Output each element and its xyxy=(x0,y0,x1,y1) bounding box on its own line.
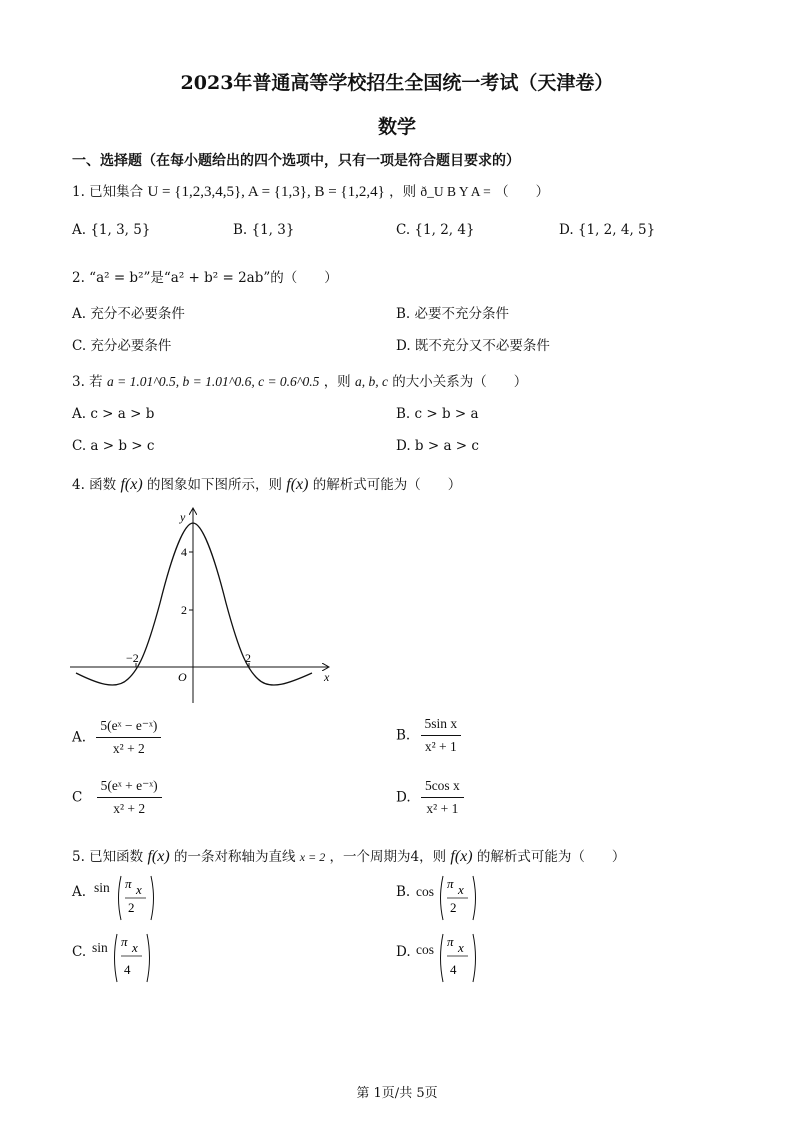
q1-option-c: C. {1, 2, 4} xyxy=(396,222,475,238)
q5-fx-2: f(x) xyxy=(450,848,473,865)
q4-fx-1: f(x) xyxy=(120,476,143,493)
q4-a-numerator: 5(eˣ − e⁻ˣ) xyxy=(96,718,161,738)
q5-c-x: x xyxy=(132,940,138,955)
q5-d-den: 4 xyxy=(450,962,457,977)
q3-suffix: ，则 xyxy=(323,374,351,390)
q4-end: 的解析式可能为（ ） xyxy=(312,477,462,493)
q3-end: 的大小关系为（ ） xyxy=(392,374,528,390)
question-2-stem: 2. “a² = b²”是“a² + b² = 2ab”的（ ） xyxy=(72,270,338,286)
x-tick-label-neg2: −2 xyxy=(126,651,139,665)
q5-a-label: A. xyxy=(72,884,87,900)
q5-d-label: D. xyxy=(396,944,411,960)
q4-d-denominator: x² + 1 xyxy=(426,801,459,816)
q1-expr: ð_U B Y A = xyxy=(420,184,491,199)
q5-a-argument xyxy=(116,872,156,924)
q4-b-fraction xyxy=(421,716,462,755)
q4-d-fraction xyxy=(421,778,464,817)
q1-prefix: 1. 已知集合 xyxy=(72,184,144,200)
q5-d-fn: cos xyxy=(416,942,434,957)
q5-c-den: 4 xyxy=(124,962,131,977)
q3-math: a = 1.01^0.5, b = 1.01^0.6, c = 0.6^0.5 xyxy=(106,374,320,389)
x-axis-label: x xyxy=(324,670,330,684)
section-heading: 一、选择题（在每小题给出的四个选项中，只有一项是符合题目要求的） xyxy=(72,153,520,169)
function-curve xyxy=(76,523,312,685)
q1-mid: ，则 xyxy=(389,184,417,200)
q4-b-numerator: 5sin x xyxy=(421,716,462,736)
q3-option-b: B. c > b > a xyxy=(396,406,479,422)
q5-fx-1: f(x) xyxy=(147,848,170,865)
q4-b-label: B. xyxy=(396,727,411,744)
q5-b-x: x xyxy=(458,882,464,897)
exam-title: 2023年普通高等学校招生全国统一考试（天津卷） xyxy=(180,72,614,94)
q5-c-label: C. xyxy=(72,944,87,960)
q5-mid: 的一条对称轴为直线 xyxy=(173,849,296,865)
q4-option-a xyxy=(72,718,161,757)
q5-a-pi: π xyxy=(125,876,132,891)
q3-prefix: 3. 若 xyxy=(72,374,103,390)
q1-option-b: B. {1, 3} xyxy=(233,222,295,238)
page-footer: 第 1页/共 5页 xyxy=(356,1086,438,1101)
q2-option-b: B. 必要不充分条件 xyxy=(396,306,510,322)
y-axis-label: y xyxy=(180,510,186,524)
y-tick-label-4: 4 xyxy=(181,545,187,559)
x-tick-label-2: 2 xyxy=(245,651,251,665)
q4-d-numerator: 5cos x xyxy=(421,778,464,798)
question-3-stem xyxy=(72,370,527,390)
q5-d-pi: π xyxy=(447,934,454,949)
q4-b-denominator: x² + 1 xyxy=(424,739,457,754)
q4-a-label: A. xyxy=(72,729,87,746)
q1-blank: （ ） xyxy=(495,184,550,200)
q5-a-x: x xyxy=(136,882,142,897)
question-5-stem xyxy=(72,845,625,866)
q4-c-numerator: 5(eˣ + e⁻ˣ) xyxy=(97,778,162,798)
q5-prefix: 5. 已知函数 xyxy=(72,849,144,865)
q1-option-a: A. {1, 3, 5} xyxy=(72,222,151,238)
q4-fx-2: f(x) xyxy=(286,476,309,493)
q4-option-d xyxy=(396,778,464,817)
q5-d-argument xyxy=(438,930,478,986)
q2-option-c: C. 充分必要条件 xyxy=(72,338,172,354)
q5-c-fn: sin xyxy=(92,940,108,955)
q5-mid2: ，一个周期为4，则 xyxy=(329,849,447,865)
q5-b-fn: cos xyxy=(416,884,434,899)
origin-label: O xyxy=(178,670,187,684)
q5-axis: x = 2 xyxy=(299,850,326,864)
y-tick-label-2: 2 xyxy=(181,603,187,617)
q5-a-den: 2 xyxy=(128,900,135,915)
question-4-stem xyxy=(72,473,461,494)
function-graph xyxy=(66,505,336,710)
q2-option-a: A. 充分不必要条件 xyxy=(72,306,185,322)
q3-option-c: C. a > b > c xyxy=(72,438,155,454)
q4-prefix: 4. 函数 xyxy=(72,477,117,493)
q4-mid: 的图象如下图所示，则 xyxy=(146,477,282,493)
q5-end: 的解析式可能为（ ） xyxy=(476,849,626,865)
q4-c-label: C xyxy=(72,789,83,806)
q4-option-c xyxy=(72,778,162,817)
q3-vars: a, b, c xyxy=(354,374,388,389)
q5-d-x: x xyxy=(458,940,464,955)
q1-sets: U = {1,2,3,4,5}, A = {1,3}, B = {1,2,4} xyxy=(147,184,385,200)
q5-a-fn: sin xyxy=(94,880,110,895)
q5-c-pi: π xyxy=(121,934,128,949)
q4-a-fraction xyxy=(96,718,161,757)
q1-option-d: D. {1, 2, 4, 5} xyxy=(559,222,656,238)
question-1-stem xyxy=(72,180,549,201)
q4-c-fraction xyxy=(97,778,162,817)
q4-d-label: D. xyxy=(396,789,411,806)
q3-option-d: D. b > a > c xyxy=(396,438,479,454)
q4-c-denominator: x² + 2 xyxy=(113,801,146,816)
q2-option-d: D. 既不充分又不必要条件 xyxy=(396,338,550,354)
q5-c-argument xyxy=(112,930,152,986)
q5-b-den: 2 xyxy=(450,900,457,915)
q3-option-a: A. c > a > b xyxy=(72,406,155,422)
q5-b-argument xyxy=(438,872,478,924)
q4-option-b xyxy=(396,716,461,755)
subject-title: 数学 xyxy=(377,116,416,138)
q5-b-label: B. xyxy=(396,884,411,900)
q4-a-denominator: x² + 2 xyxy=(112,741,145,756)
q5-b-pi: π xyxy=(447,876,454,891)
